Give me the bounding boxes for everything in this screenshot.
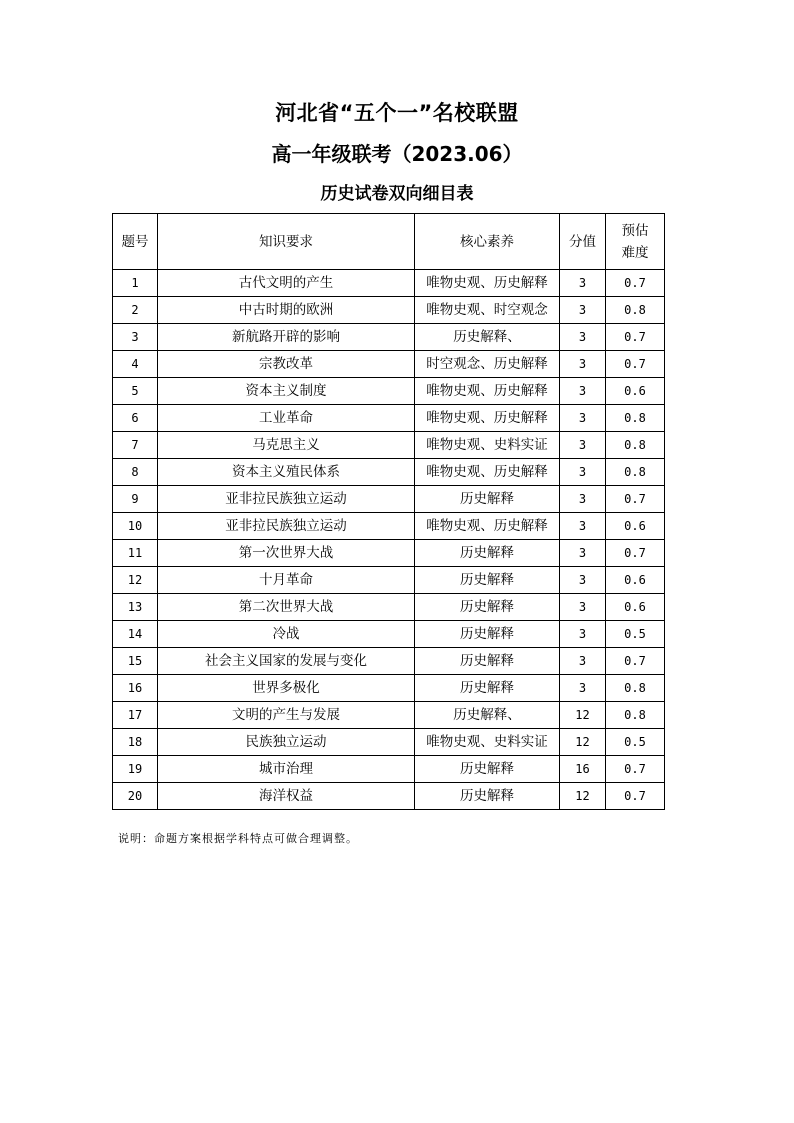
cell-competency: 历史解释: [415, 675, 560, 702]
cell-question-no: 1: [113, 270, 158, 297]
cell-knowledge: 亚非拉民族独立运动: [158, 513, 415, 540]
cell-knowledge: 城市治理: [158, 756, 415, 783]
cell-difficulty: 0.7: [606, 756, 665, 783]
table-row: [113, 297, 665, 324]
cell-knowledge: 第一次世界大战: [158, 540, 415, 567]
cell-knowledge: 工业革命: [158, 405, 415, 432]
document-subtitle: 高一年级联考（2023.06）: [271, 142, 523, 166]
table-row: [113, 405, 665, 432]
cell-difficulty: 0.7: [606, 270, 665, 297]
cell-competency: 唯物史观、历史解释: [415, 405, 560, 432]
cell-score: 3: [560, 486, 606, 513]
cell-question-no: 3: [113, 324, 158, 351]
cell-score: 3: [560, 621, 606, 648]
cell-competency: 唯物史观、历史解释: [415, 513, 560, 540]
cell-score: 12: [560, 783, 606, 810]
cell-knowledge: 古代文明的产生: [158, 270, 415, 297]
cell-competency: 历史解释: [415, 756, 560, 783]
cell-question-no: 15: [113, 648, 158, 675]
cell-difficulty: 0.8: [606, 405, 665, 432]
cell-difficulty: 0.8: [606, 675, 665, 702]
cell-question-no: 10: [113, 513, 158, 540]
cell-difficulty: 0.5: [606, 621, 665, 648]
table-row: [113, 540, 665, 567]
cell-difficulty: 0.7: [606, 324, 665, 351]
cell-competency: 历史解释: [415, 567, 560, 594]
cell-score: 3: [560, 648, 606, 675]
specification-table: [112, 213, 665, 810]
cell-competency: 历史解释: [415, 540, 560, 567]
cell-difficulty: 0.5: [606, 729, 665, 756]
cell-score: 3: [560, 405, 606, 432]
cell-question-no: 11: [113, 540, 158, 567]
table-row: [113, 621, 665, 648]
cell-score: 16: [560, 756, 606, 783]
cell-question-no: 13: [113, 594, 158, 621]
cell-question-no: 19: [113, 756, 158, 783]
cell-knowledge: 第二次世界大战: [158, 594, 415, 621]
cell-knowledge: 亚非拉民族独立运动: [158, 486, 415, 513]
header-question-no: 题号: [113, 214, 158, 270]
cell-competency: 时空观念、历史解释: [415, 351, 560, 378]
header-score: 分值: [560, 214, 606, 270]
cell-score: 3: [560, 270, 606, 297]
cell-knowledge: 社会主义国家的发展与变化: [158, 648, 415, 675]
cell-question-no: 9: [113, 486, 158, 513]
cell-score: 3: [560, 567, 606, 594]
cell-question-no: 5: [113, 378, 158, 405]
table-row: [113, 459, 665, 486]
cell-difficulty: 0.6: [606, 594, 665, 621]
cell-score: 3: [560, 594, 606, 621]
table-row: [113, 702, 665, 729]
document-title: 河北省“五个一”名校联盟: [275, 101, 519, 125]
cell-question-no: 8: [113, 459, 158, 486]
table-header-row: [113, 214, 665, 270]
table-row: [113, 729, 665, 756]
cell-score: 12: [560, 702, 606, 729]
table-row: [113, 513, 665, 540]
cell-difficulty: 0.7: [606, 783, 665, 810]
cell-competency: 唯物史观、历史解释: [415, 459, 560, 486]
table-row: [113, 783, 665, 810]
cell-difficulty: 0.7: [606, 486, 665, 513]
cell-score: 3: [560, 351, 606, 378]
cell-knowledge: 民族独立运动: [158, 729, 415, 756]
cell-knowledge: 马克思主义: [158, 432, 415, 459]
cell-competency: 历史解释: [415, 783, 560, 810]
header-difficulty-line1: 预估: [621, 222, 649, 239]
cell-question-no: 6: [113, 405, 158, 432]
table-row: [113, 594, 665, 621]
cell-score: 3: [560, 675, 606, 702]
cell-score: 3: [560, 459, 606, 486]
cell-knowledge: 中古时期的欧洲: [158, 297, 415, 324]
cell-competency: 唯物史观、历史解释: [415, 378, 560, 405]
cell-difficulty: 0.6: [606, 567, 665, 594]
cell-score: 3: [560, 378, 606, 405]
table-row: [113, 648, 665, 675]
cell-competency: 唯物史观、史料实证: [415, 729, 560, 756]
cell-question-no: 4: [113, 351, 158, 378]
cell-knowledge: 宗教改革: [158, 351, 415, 378]
cell-competency: 历史解释: [415, 621, 560, 648]
cell-knowledge: 资本主义殖民体系: [158, 459, 415, 486]
cell-knowledge: 冷战: [158, 621, 415, 648]
cell-score: 3: [560, 540, 606, 567]
header-difficulty-line2: 难度: [621, 244, 649, 261]
cell-competency: 历史解释、: [415, 702, 560, 729]
cell-difficulty: 0.8: [606, 297, 665, 324]
table-row: [113, 378, 665, 405]
cell-question-no: 12: [113, 567, 158, 594]
cell-difficulty: 0.7: [606, 540, 665, 567]
cell-difficulty: 0.6: [606, 513, 665, 540]
cell-difficulty: 0.6: [606, 378, 665, 405]
cell-score: 3: [560, 513, 606, 540]
cell-question-no: 16: [113, 675, 158, 702]
header-difficulty: [606, 214, 665, 270]
cell-score: 3: [560, 324, 606, 351]
cell-difficulty: 0.8: [606, 459, 665, 486]
cell-score: 12: [560, 729, 606, 756]
cell-question-no: 18: [113, 729, 158, 756]
cell-competency: 历史解释、: [415, 324, 560, 351]
cell-knowledge: 世界多极化: [158, 675, 415, 702]
cell-knowledge: 海洋权益: [158, 783, 415, 810]
cell-question-no: 14: [113, 621, 158, 648]
cell-knowledge: 新航路开辟的影响: [158, 324, 415, 351]
header-knowledge: 知识要求: [158, 214, 415, 270]
cell-knowledge: 资本主义制度: [158, 378, 415, 405]
cell-score: 3: [560, 297, 606, 324]
cell-difficulty: 0.7: [606, 648, 665, 675]
table-row: [113, 756, 665, 783]
table-row: [113, 486, 665, 513]
table-row: [113, 675, 665, 702]
cell-question-no: 20: [113, 783, 158, 810]
cell-competency: 唯物史观、历史解释: [415, 270, 560, 297]
table-row: [113, 351, 665, 378]
cell-score: 3: [560, 432, 606, 459]
cell-question-no: 7: [113, 432, 158, 459]
cell-knowledge: 十月革命: [158, 567, 415, 594]
header-competency: 核心素养: [415, 214, 560, 270]
cell-competency: 唯物史观、时空观念: [415, 297, 560, 324]
footnote: 说明：命题方案根据学科特点可做合理调整。: [118, 832, 358, 845]
cell-competency: 历史解释: [415, 486, 560, 513]
cell-question-no: 2: [113, 297, 158, 324]
cell-difficulty: 0.7: [606, 351, 665, 378]
cell-question-no: 17: [113, 702, 158, 729]
table-row: [113, 432, 665, 459]
cell-difficulty: 0.8: [606, 702, 665, 729]
cell-competency: 唯物史观、史料实证: [415, 432, 560, 459]
table-row: [113, 270, 665, 297]
table-title: 历史试卷双向细目表: [320, 184, 474, 204]
table-body: [113, 270, 665, 810]
cell-difficulty: 0.8: [606, 432, 665, 459]
cell-competency: 历史解释: [415, 594, 560, 621]
table-row: [113, 324, 665, 351]
cell-competency: 历史解释: [415, 648, 560, 675]
table-row: [113, 567, 665, 594]
cell-knowledge: 文明的产生与发展: [158, 702, 415, 729]
